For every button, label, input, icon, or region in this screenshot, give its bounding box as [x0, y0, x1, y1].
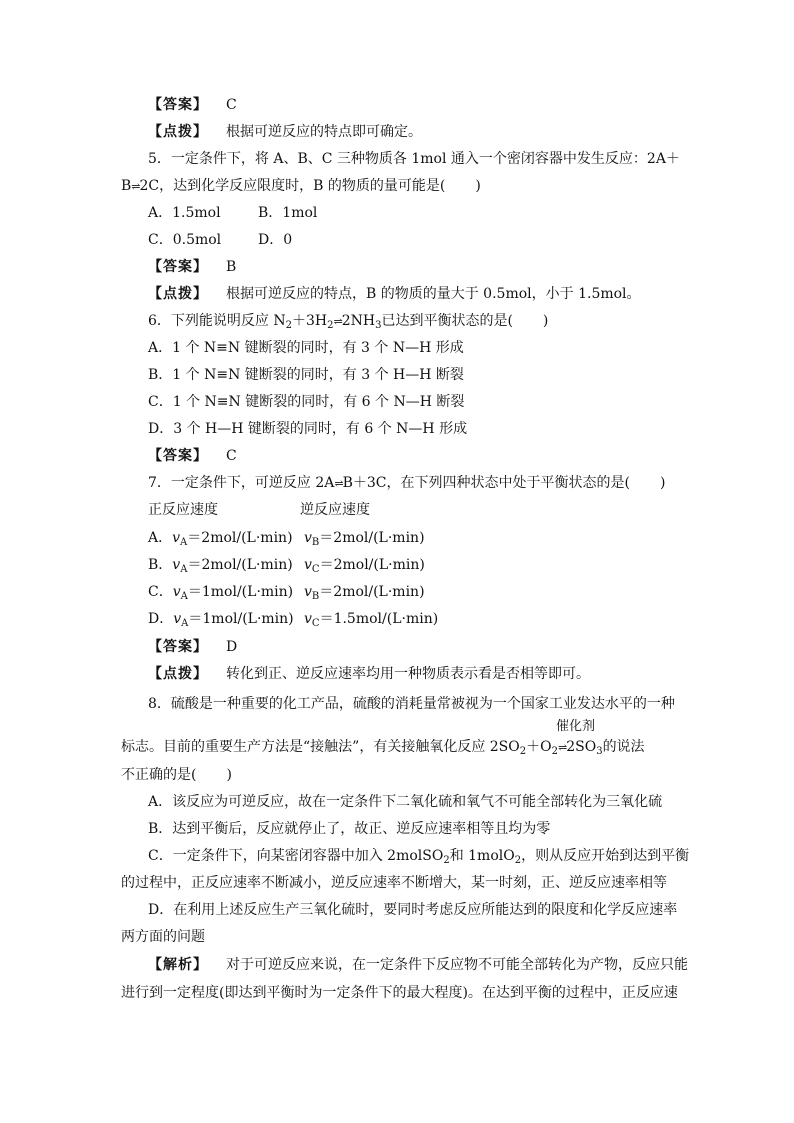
answer-line-6: 【答案】 C — [148, 448, 237, 464]
answer-line-5: 【答案】 B — [148, 259, 237, 275]
question-7-option-b: B．$v_A=2mol/(L\cdot\min)$ $v_C=2mol/(L\cdot\min)$ — [148, 557, 425, 575]
analysis-line-8: 【解析】 对于可逆反应来说，在一定条件下反应物不可能全部转化为产物，反应只能 — [148, 957, 688, 973]
question-8-option-c-line-1: C．一定条件下，向某密闭容器中加入 2molSO$_2$和 1molO$_2$，则从反应开始到达到平衡 — [148, 848, 690, 866]
question-5-line-2: B⇌2C，达到化学反应限度时，B 的物质的量可能是( ) — [121, 178, 481, 194]
analysis-line-8-cont: 进行到一定程度(即达到平衡时为一定条件下的最大程度)。在达到平衡的过程中，正反应速 — [121, 985, 678, 1001]
question-7-stem: 7．一定条件下，可逆反应 2A⇌B＋3C，在下列四种状态中处于平衡状态的是( ) — [148, 475, 666, 491]
hint-line-5: 【点拨】 根据可逆反应的特点，B 的物质的量大于 0.5mol，小于 1.5mol。 — [148, 286, 641, 302]
answer-line-4: 【答案】 C — [148, 97, 237, 113]
question-8-option-d-line-1: D．在利用上述反应生产三氧化硫时，要同时考虑反应所能达到的限度和化学反应速率 — [148, 902, 678, 918]
question-8-line-2: 标志。目前的重要生产方法是“接触法”，有关接触氧化反应 $2SO_2+O_2\rightleftharpoons 2SO_3$的说法 — [121, 739, 645, 757]
reversible-arrow-icon: ⇌ — [131, 180, 140, 193]
question-6-option-a: A．1 个 N≡N 键断裂的同时，有 3 个 N—H 形成 — [148, 340, 464, 356]
catalyst-label: 催化剂 — [556, 719, 596, 734]
question-7-headers: 正反应速度 逆反应速度 — [148, 502, 370, 518]
question-6-option-b: B．1 个 N≡N 键断裂的同时，有 3 个 H—H 断裂 — [148, 367, 464, 383]
question-8-option-a: A．该反应为可逆反应，故在一定条件下二氧化硫和氧气不可能全部转化为三氧化硫 — [148, 794, 663, 810]
question-5-line-1: 5．一定条件下，将 A、B、C 三种物质各 1mol 通入一个密闭容器中发生反应：2A＋ — [148, 151, 680, 167]
reversible-arrow-icon: ⇌ — [557, 741, 567, 754]
question-6-stem: 6．下列能说明反应 $N_2+3H_2\rightleftharpoons 2NH_3$已达到平衡状态的是( ) — [148, 313, 549, 331]
question-5-options-cd: C．0.5mol D．0 — [148, 232, 293, 248]
question-5-options-ab: A．1.5mol B．1mol — [148, 205, 318, 221]
reversible-arrow-icon: ⇌ — [333, 315, 342, 328]
question-6-option-d: D．3 个 H—H 键断裂的同时，有 6 个 N—H 形成 — [148, 421, 468, 437]
question-8-option-d-line-2: 两方面的问题 — [121, 929, 205, 945]
hint-line-4: 【点拨】 根据可逆反应的特点即可确定。 — [148, 124, 422, 140]
question-8-line-1: 8．硫酸是一种重要的化工产品，硫酸的消耗量常被视为一个国家工业发达水平的一种 — [148, 696, 675, 712]
hint-line-7: 【点拨】 转化到正、逆反应速率均用一种物质表示看是否相等即可。 — [148, 666, 590, 682]
question-7-option-c: C．$v_A=1mol/(L\cdot\min)$ $v_B=2mol/(L\cdot\min)$ — [148, 584, 425, 602]
question-7-option-a: A．$v_A=2mol/(L\cdot\min)$ $v_B=2mol/(L\cdot\min)$ — [148, 530, 425, 548]
answer-line-7: 【答案】 D — [148, 639, 238, 655]
question-8-option-b: B．达到平衡后，反应就停止了，故正、逆反应速率相等且均为零 — [148, 821, 551, 837]
reversible-arrow-icon: ⇌ — [334, 477, 343, 490]
question-7-option-d: D．$v_A=1mol/(L\cdot\min)$ $v_C=1.5mol/(L\cdot\min)$ — [148, 611, 439, 629]
question-6-option-c: C．1 个 N≡N 键断裂的同时，有 6 个 N—H 断裂 — [148, 394, 465, 410]
question-8-option-c-line-2: 的过程中，正反应速率不断减小，逆反应速率不断增大，某一时刻，正、逆反应速率相等 — [121, 875, 667, 891]
question-8-line-3: 不正确的是( ) — [121, 767, 232, 783]
